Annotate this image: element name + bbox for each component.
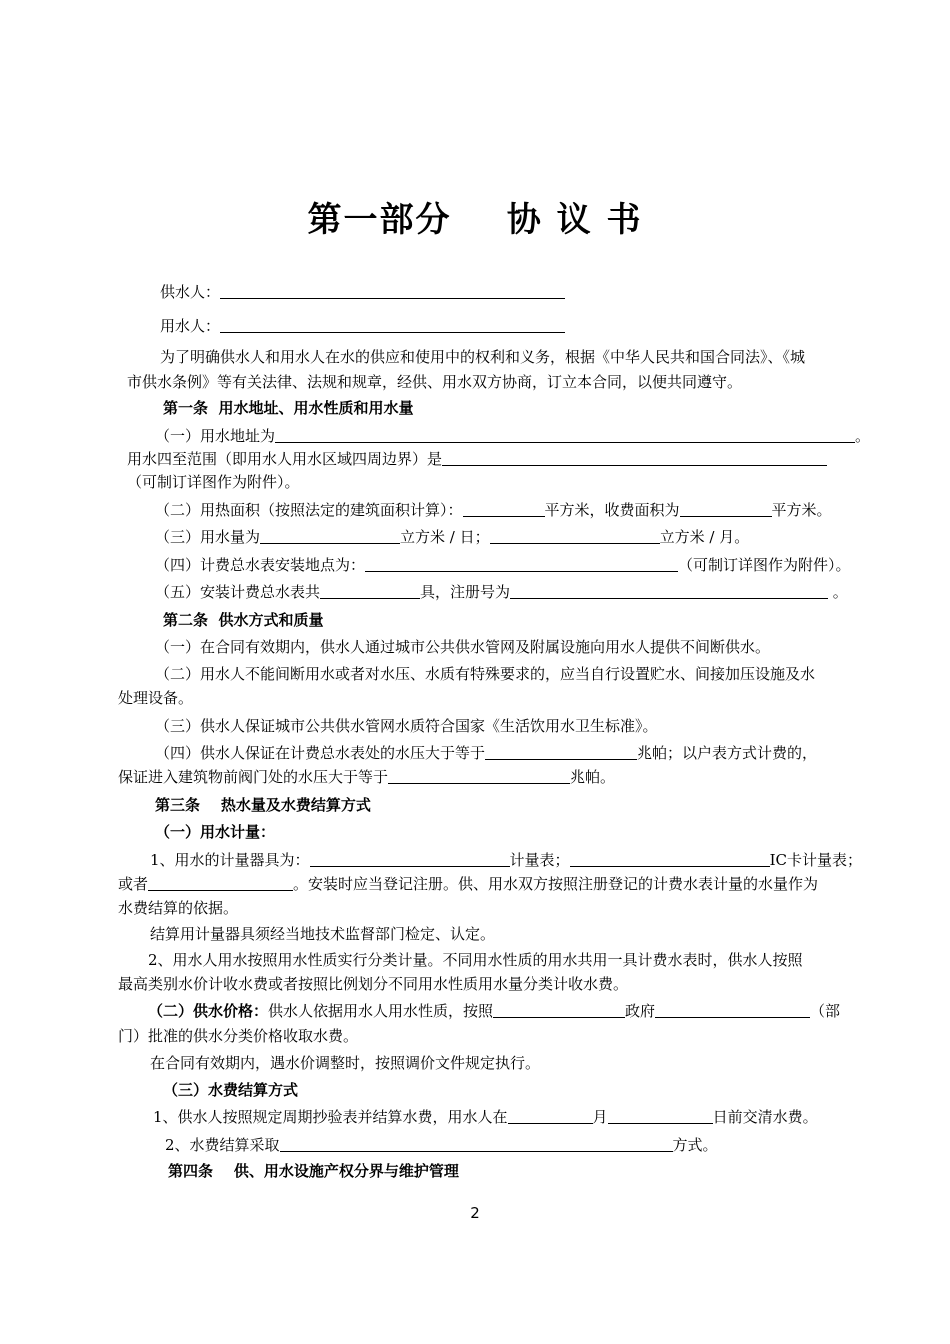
meter-count-blank[interactable] <box>320 582 420 599</box>
supplier-label: 供水人： <box>160 283 221 301</box>
article-2-item-4: （四）供水人保证在计费总水表处的水压大于等于 兆帕；以户表方式计费的， <box>155 744 818 762</box>
article-1-item-2: （二）用热面积（按照法定的建筑面积计算）： 平方米，收费面积为 平方米。 <box>155 501 832 519</box>
article-1-item-4: （四）计费总水表安装地点为： （可制订详图作为附件）。 <box>155 556 851 574</box>
boundary-blank[interactable] <box>442 449 827 466</box>
article-3-p1d: 结算用计量器具须经当地技术监督部门检定、认定。 <box>150 925 496 943</box>
intro-line-2: 市供水条例》等有关法律、法规和规章，经供、用水双方协商，订立本合同，以便共同遵守。 <box>127 373 743 391</box>
article-1-item-1: （一）用水地址为 。 <box>155 427 871 445</box>
article-3-p2-line-1: 2、用水人用水按照用水性质实行分类计量。不同用水性质的用水共用一具计费水表时，供水人按照 <box>148 951 803 969</box>
ic-meter-blank[interactable] <box>570 850 770 867</box>
article-3-sub-1: （一）用水计量： <box>155 823 276 841</box>
department-blank[interactable] <box>655 1001 810 1018</box>
article-2-item-4b: 保证进入建筑物前阀门处的水压大于等于 兆帕。 <box>118 768 616 786</box>
article-3-s3-item-1: 1、供水人按照规定周期抄验表并结算水费，用水人在 月 日前交清水费。 <box>153 1108 818 1126</box>
article-3-p1c: 水费结算的依据。 <box>118 899 239 917</box>
meter-location-blank[interactable] <box>365 555 678 572</box>
article-1-heading: 第一条 用水地址、用水性质和用水量 <box>163 399 414 417</box>
government-blank[interactable] <box>493 1001 625 1018</box>
meter-pressure-blank[interactable] <box>485 743 637 760</box>
article-1-item-5: （五）安装计费总水表共 具，注册号为 。 <box>155 583 848 601</box>
article-4-heading: 第四条 供、用水设施产权分界与维护管理 <box>168 1162 459 1180</box>
water-address-blank[interactable] <box>275 426 855 443</box>
article-1-item-1b: 用水四至范围（即用水人用水区域四周边界）是 <box>127 449 827 469</box>
article-3-p1b: 或者 。安装时应当登记注册。供、用水双方按照注册登记的计费水表计量的水量作为 <box>118 875 819 893</box>
article-2-heading: 第二条 供水方式和质量 <box>163 611 324 629</box>
user-blank[interactable] <box>220 316 565 333</box>
heating-area-blank[interactable] <box>463 500 545 517</box>
user-label: 用水人： <box>160 317 221 335</box>
article-3-sub-2: （二）供水价格：供水人依据用水人用水性质，按照 政府 （部 <box>148 1002 841 1020</box>
price-label: （二）供水价格： <box>148 1002 269 1020</box>
article-3-heading: 第三条 热水量及水费结算方式 <box>155 796 371 814</box>
article-2-item-2-line-2: 处理设备。 <box>118 689 194 707</box>
settlement-method-blank[interactable] <box>280 1135 673 1152</box>
article-3-p2-line-2: 最高类别水价计收水费或者按照比例划分不同用水性质用水量分类计收水费。 <box>118 975 629 993</box>
meter-device-blank[interactable] <box>310 850 510 867</box>
month-blank[interactable] <box>508 1107 593 1124</box>
monthly-volume-blank[interactable] <box>490 527 660 544</box>
article-2-item-1: （一）在合同有效期内，供水人通过城市公共供水管网及附属设施向用水人提供不间断供水。 <box>155 638 771 656</box>
daily-volume-blank[interactable] <box>260 527 400 544</box>
registration-number-blank[interactable] <box>510 582 828 599</box>
article-3-p3: 在合同有效期内，遇水价调整时，按照调价文件规定执行。 <box>150 1054 541 1072</box>
article-2-item-3: （三）供水人保证城市公共供水管网水质符合国家《生活饮用水卫生标准》。 <box>155 717 658 735</box>
article-1-item-1c: （可制订详图作为附件）。 <box>127 473 300 491</box>
page-number: 2 <box>470 1204 480 1222</box>
user-line <box>160 316 565 336</box>
page-title: 第一部分 协 议 书 <box>307 200 643 240</box>
article-1-item-3: （三）用水量为 立方米 / 日； 立方米 / 月。 <box>155 528 750 546</box>
article-3-sub-3: （三）水费结算方式 <box>163 1081 299 1099</box>
supplier-blank[interactable] <box>220 282 565 299</box>
other-meter-blank[interactable] <box>148 874 293 891</box>
article-3-s3-item-2: 2、水费结算采取 方式。 <box>165 1136 718 1154</box>
valve-pressure-blank[interactable] <box>388 767 570 784</box>
article-3-sub-2b: 门）批准的供水分类价格收取水费。 <box>118 1027 359 1045</box>
article-2-item-2-line-1: （二）用水人不能间断用水或者对水压、水质有特殊要求的，应当自行设置贮水、间接加压设施及水 <box>155 665 816 683</box>
day-blank[interactable] <box>608 1107 713 1124</box>
supplier-line <box>160 282 565 302</box>
intro-line-1: 为了明确供水人和用水人在水的供应和使用中的权利和义务，根据《中华人民共和国合同法》、《城 <box>160 348 806 366</box>
charge-area-blank[interactable] <box>680 500 772 517</box>
article-3-p1: 1、用水的计量器具为： 计量表； IC卡计量表； <box>150 851 862 869</box>
